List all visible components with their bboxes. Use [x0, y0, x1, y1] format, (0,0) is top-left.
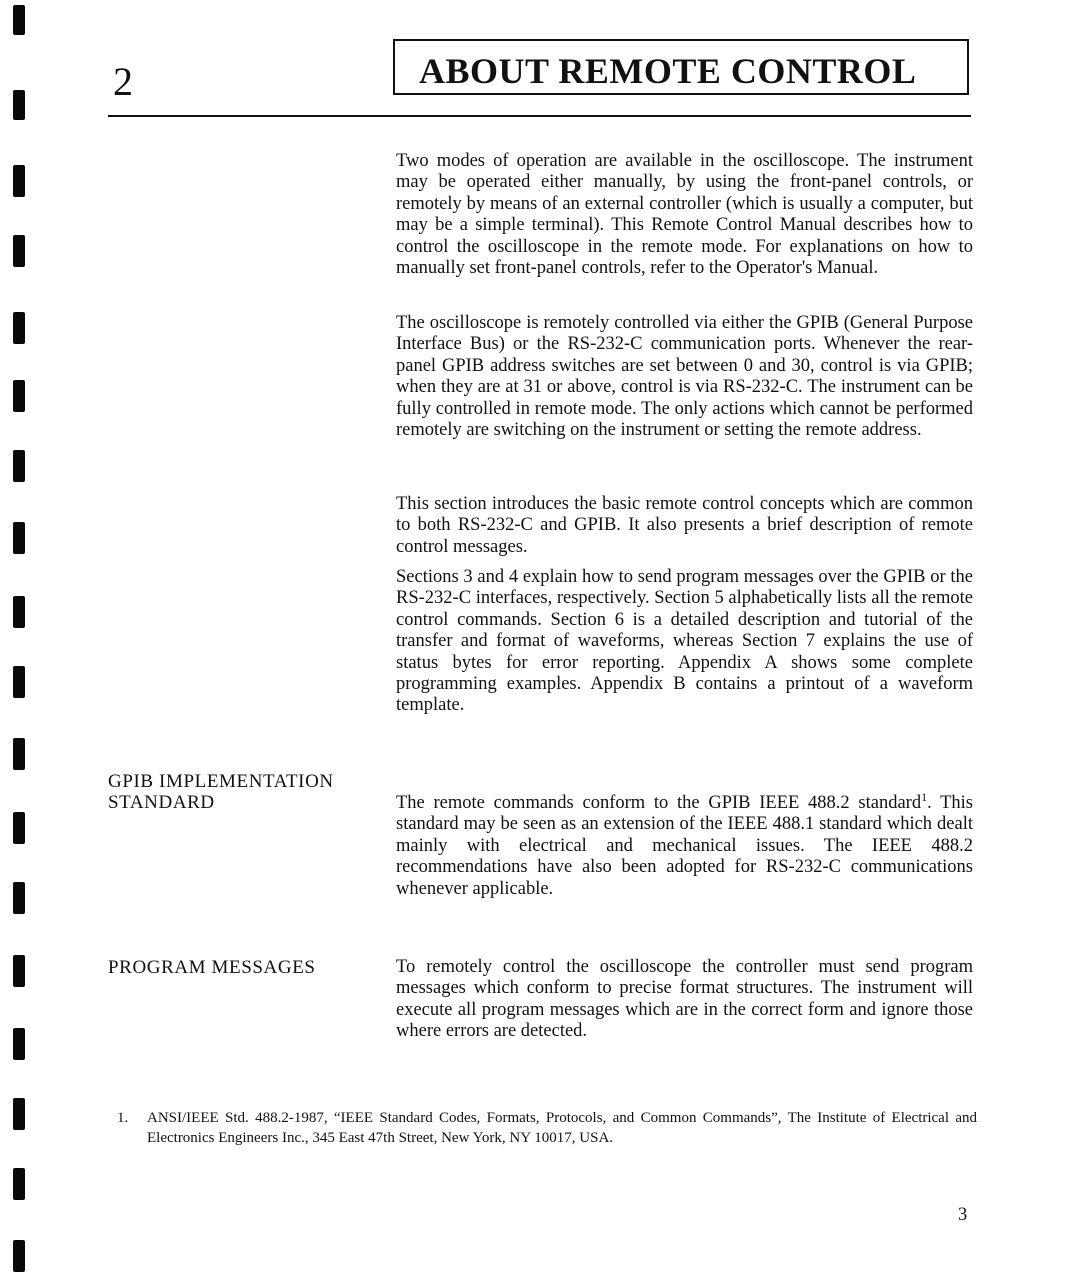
- binding-mark: [13, 1240, 25, 1272]
- binding-mark: [13, 235, 25, 267]
- binding-mark: [13, 380, 25, 412]
- binding-mark: [13, 666, 25, 698]
- chapter-title-box: [393, 39, 969, 95]
- binding-mark: [13, 1168, 25, 1200]
- binding-mark: [13, 812, 25, 844]
- binding-mark: [13, 1028, 25, 1060]
- intro-paragraph: The oscilloscope is remotely controlled via either the GPIB (General Purpose Interface Bus) or the RS-232-C communication ports. Whenever the rear-panel GPIB address switches are set between 0 and 30, control is via GPIB; when they are at 31 or above, control is via RS-232-C. The instrument can be fully controlled in remote mode. The only actions which cannot be performed remotely are switching on the instrument or setting the remote address.: [396, 313, 973, 441]
- section-heading-program-messages: PROGRAM MESSAGES: [108, 957, 316, 978]
- footnote-text: ANSI/IEEE Std. 488.2-1987, “IEEE Standard Codes, Formats, Protocols, and Common Commands”, The Institute of Electrical and Electronics Engineers Inc., 345 East 47th Street, New York, NY 10017, USA.: [147, 1110, 977, 1146]
- binding-mark: [13, 312, 25, 344]
- section-heading-gpib: [108, 771, 334, 814]
- page-number: 3: [958, 1205, 968, 1225]
- footnote-number: 1.: [117, 1110, 129, 1126]
- footnote-reference: 1: [921, 790, 928, 804]
- section-heading-line: STANDARD: [108, 792, 215, 814]
- binding-mark: [13, 5, 25, 35]
- gpib-text-start: The remote commands conform to the GPIB IEEE 488.2 standard: [396, 793, 922, 813]
- binding-mark: [13, 596, 25, 628]
- chapter-number: 2: [113, 59, 133, 104]
- program-messages-paragraph: To remotely control the oscilloscope the controller must send program messages which conform to precise format structures. The instrument will execute all program messages which are in the correct form and ignore those where errors are detected.: [396, 957, 973, 1042]
- chapter-title: ABOUT REMOTE CONTROL: [419, 51, 917, 91]
- gpib-text-end: . This standard may be seen as an extension of the IEEE 488.1 standard which dealt mainly with electrical and mechanical issues. The IEEE 488.2 recommendations have also been adopted for RS-232-C communications whenever applicable.: [396, 793, 973, 899]
- binding-mark: [13, 1098, 25, 1130]
- binding-mark: [13, 882, 25, 914]
- section-heading-line: GPIB IMPLEMENTATION: [108, 771, 334, 792]
- intro-paragraph: Sections 3 and 4 explain how to send program messages over the GPIB or the RS-232-C interfaces, respectively. Section 5 alphabetically lists all the remote control commands. Section 6 is a detailed description and tutorial of the transfer and format of waveforms, whereas Section 7 explains the use of status bytes for error reporting. Appendix A shows some complete programming examples. Appendix B contains a printout of a waveform template.: [396, 567, 973, 716]
- binding-mark: [13, 955, 25, 987]
- intro-paragraph: Two modes of operation are available in the oscilloscope. The instrument may be operated either manually, by using the front-panel controls, or remotely by means of an external controller (which is usually a computer, but may be a simple terminal). This Remote Control Manual describes how to control the oscilloscope in the remote mode. For explanations on how to manually set front-panel controls, refer to the Operator's Manual.: [396, 151, 973, 279]
- binding-mark: [13, 738, 25, 770]
- gpib-paragraph: [396, 790, 973, 900]
- intro-paragraph: This section introduces the basic remote control concepts which are common to both RS-232-C and GPIB. It also presents a brief description of remote control messages.: [396, 494, 973, 557]
- binding-mark: [13, 450, 25, 482]
- binding-mark: [13, 165, 25, 197]
- header-rule: [108, 115, 971, 117]
- binding-mark: [13, 522, 25, 554]
- binding-mark: [13, 90, 25, 120]
